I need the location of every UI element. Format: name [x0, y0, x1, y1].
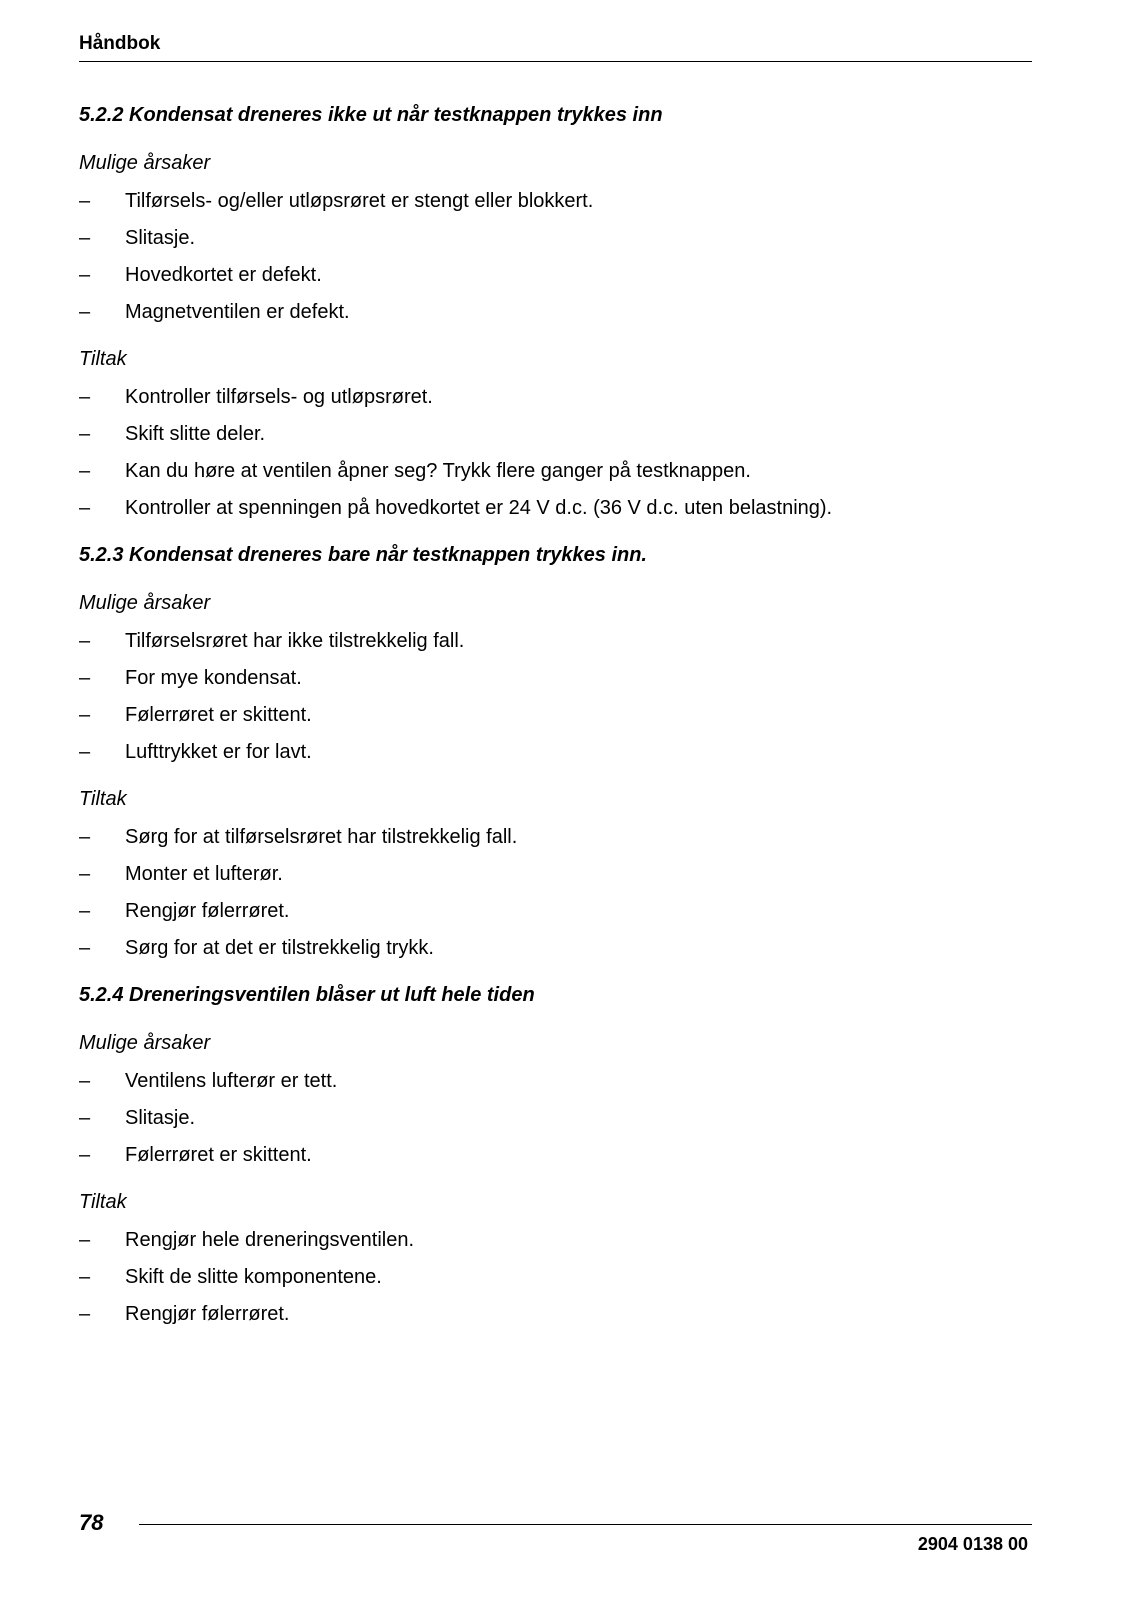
list-dash: –	[79, 937, 91, 959]
list-item-text: Kontroller at spenningen på hovedkortet er 24 V d.c. (36 V d.c. uten belastning).	[125, 497, 833, 519]
actions-label: Tiltak	[79, 788, 127, 810]
list-dash: –	[79, 630, 91, 652]
list-dash: –	[79, 863, 91, 885]
list-dash: –	[79, 667, 91, 689]
list-dash: –	[79, 497, 91, 519]
list-dash: –	[79, 301, 91, 323]
list-item-text: Kan du høre at ventilen åpner seg? Trykk flere ganger på testknappen.	[125, 460, 751, 482]
list-dash: –	[79, 386, 91, 408]
list-dash: –	[79, 826, 91, 848]
list-item-text: Følerrøret er skittent.	[125, 704, 312, 726]
document-number: 2904 0138 00	[917, 1534, 1028, 1554]
list-dash: –	[79, 1107, 91, 1129]
header-title: Håndbok	[79, 33, 161, 54]
section-heading: 5.2.4 Dreneringsventilen blåser ut luft hele tiden	[79, 984, 535, 1006]
list-item-text: Følerrøret er skittent.	[125, 1144, 312, 1166]
list-item-text: Tilførsels- og/eller utløpsrøret er stengt eller blokkert.	[125, 190, 594, 212]
list-item-text: Slitasje.	[125, 1107, 196, 1129]
page-header	[79, 31, 1032, 62]
list-dash: –	[79, 741, 91, 763]
list-item-text: Monter et lufterør.	[125, 863, 283, 885]
list-item-text: Rengjør følerrøret.	[125, 1303, 290, 1325]
list-item-text: Rengjør følerrøret.	[125, 900, 290, 922]
list-item-text: Kontroller tilførsels- og utløpsrøret.	[125, 386, 433, 408]
actions-label: Tiltak	[79, 1191, 127, 1213]
list-item-text: Slitasje.	[125, 227, 196, 249]
list-dash: –	[79, 423, 91, 445]
list-dash: –	[79, 704, 91, 726]
list-item-text: Skift de slitte komponentene.	[125, 1266, 382, 1288]
list-dash: –	[79, 1266, 91, 1288]
list-dash: –	[79, 1303, 91, 1325]
list-dash: –	[79, 227, 91, 249]
list-item-text: Skift slitte deler.	[125, 423, 266, 445]
list-dash: –	[79, 460, 91, 482]
list-dash: –	[79, 900, 91, 922]
footer-rule	[139, 1524, 1032, 1525]
list-item-text: Sørg for at det er tilstrekkelig trykk.	[125, 937, 434, 959]
page-footer	[79, 1510, 1032, 1560]
list-item-text: For mye kondensat.	[125, 667, 302, 689]
list-item-text: Rengjør hele dreneringsventilen.	[125, 1229, 415, 1251]
section-heading: 5.2.3 Kondensat dreneres bare når testknappen trykkes inn.	[79, 544, 647, 566]
list-dash: –	[79, 1229, 91, 1251]
list-item-text: Magnetventilen er defekt.	[125, 301, 350, 323]
causes-label: Mulige årsaker	[79, 1032, 211, 1054]
causes-label: Mulige årsaker	[79, 592, 211, 614]
list-item-text: Sørg for at tilførselsrøret har tilstrekkelig fall.	[125, 826, 518, 848]
section-heading: 5.2.2 Kondensat dreneres ikke ut når testknappen trykkes inn	[79, 104, 663, 126]
list-item-text: Tilførselsrøret har ikke tilstrekkelig fall.	[125, 630, 465, 652]
list-dash: –	[79, 190, 91, 212]
list-dash: –	[79, 1070, 91, 1092]
actions-label: Tiltak	[79, 348, 127, 370]
list-item-text: Lufttrykket er for lavt.	[125, 741, 312, 763]
page-number: 78	[79, 1510, 104, 1535]
causes-label: Mulige årsaker	[79, 152, 211, 174]
list-dash: –	[79, 1144, 91, 1166]
list-item-text: Hovedkortet er defekt.	[125, 264, 322, 286]
list-item-text: Ventilens lufterør er tett.	[125, 1070, 338, 1092]
list-dash: –	[79, 264, 91, 286]
